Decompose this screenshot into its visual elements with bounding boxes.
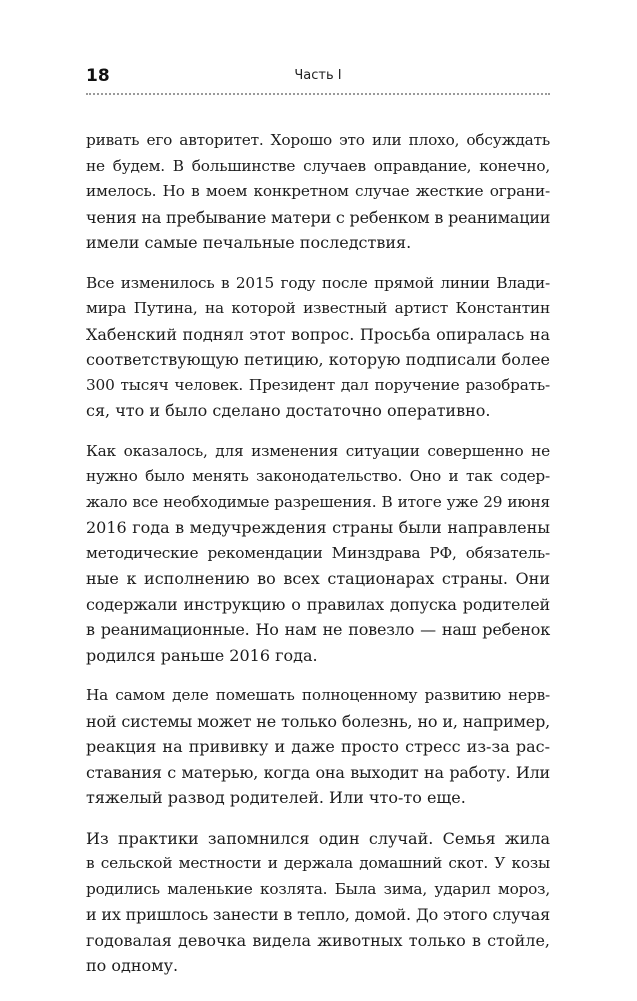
text-line: в реанимационные. Но нам не повезло — наш ребенок bbox=[86, 620, 550, 639]
text-line: Из практики запомнился один случай. Семья жила bbox=[86, 828, 550, 848]
text-line: ной системы может не только болезнь, но и, например, bbox=[86, 711, 550, 731]
paragraph-1 bbox=[86, 128, 550, 256]
text-line: Все изменилось в 2015 году после прямой линии Влади- bbox=[86, 273, 550, 292]
text-line: годовалая девочка видела животных только в стойле, bbox=[86, 930, 550, 950]
text-line: имелось. Но в моем конкретном случае жесткие ограни- bbox=[86, 182, 550, 200]
text-line: содержали инструкцию о правилах допуска родителей bbox=[86, 594, 550, 614]
page-number: 18 bbox=[86, 66, 110, 86]
text-line: родился раньше 2016 года. bbox=[86, 645, 318, 665]
text-line: по одному. bbox=[86, 956, 179, 975]
body-text bbox=[86, 128, 550, 994]
paragraph-2 bbox=[86, 271, 550, 424]
text-line: и их пришлось занести в тепло, домой. До этого случая bbox=[86, 905, 550, 924]
text-line: На самом деле помешать полноценному развитию нерв- bbox=[86, 686, 550, 704]
text-line: чения на пребывание матери с ребенком в реанимации bbox=[86, 207, 551, 227]
text-line: методические рекомендации Минздрава РФ, обязатель- bbox=[86, 543, 550, 562]
text-line: ривать его авторитет. Хорошо это или плохо, обсуждать bbox=[86, 131, 550, 149]
text-line: Как оказалось, для изменения ситуации совершенно не bbox=[86, 441, 550, 460]
text-line: имели самые печальные последствия. bbox=[86, 233, 412, 252]
text-line: 300 тысяч человек. Президент дал поручение разобрать- bbox=[86, 375, 550, 394]
paragraph-5 bbox=[86, 826, 550, 979]
text-line: ные к исполнению во всех стационарах страны. Они bbox=[86, 569, 550, 588]
page-header bbox=[86, 60, 550, 100]
text-line: реакция на прививку и даже просто стресс из-за рас- bbox=[86, 737, 550, 756]
text-line: в сельской местности и держала домашний скот. У козы bbox=[86, 854, 550, 872]
text-line: соответствующую петицию, которую подписали более bbox=[86, 350, 550, 369]
text-line: нужно было менять законодательство. Оно и так содер- bbox=[86, 467, 550, 485]
text-line: не будем. В большинстве случаев оправдание, конечно, bbox=[86, 156, 550, 175]
text-line: 2016 года в медучреждения страны были направлены bbox=[86, 518, 550, 537]
text-line: ставания с матерью, когда она выходит на работу. Или bbox=[86, 762, 550, 782]
text-line: жало все необходимые разрешения. В итоге уже 29 июня bbox=[86, 492, 550, 511]
text-line: родились маленькие козлята. Была зима, ударил мороз, bbox=[86, 879, 550, 898]
text-line: тяжелый развод родителей. Или что-то еще. bbox=[86, 788, 466, 807]
text-line: Хабенский поднял этот вопрос. Просьба опиралась на bbox=[86, 324, 550, 344]
header-divider bbox=[86, 93, 550, 95]
paragraph-4 bbox=[86, 683, 550, 811]
text-line: мира Путина, на которой известный артист Константин bbox=[86, 299, 550, 317]
running-head: Часть I bbox=[294, 68, 342, 83]
text-line: ся, что и было сделано достаточно оперативно. bbox=[86, 401, 491, 420]
paragraph-3 bbox=[86, 439, 550, 669]
